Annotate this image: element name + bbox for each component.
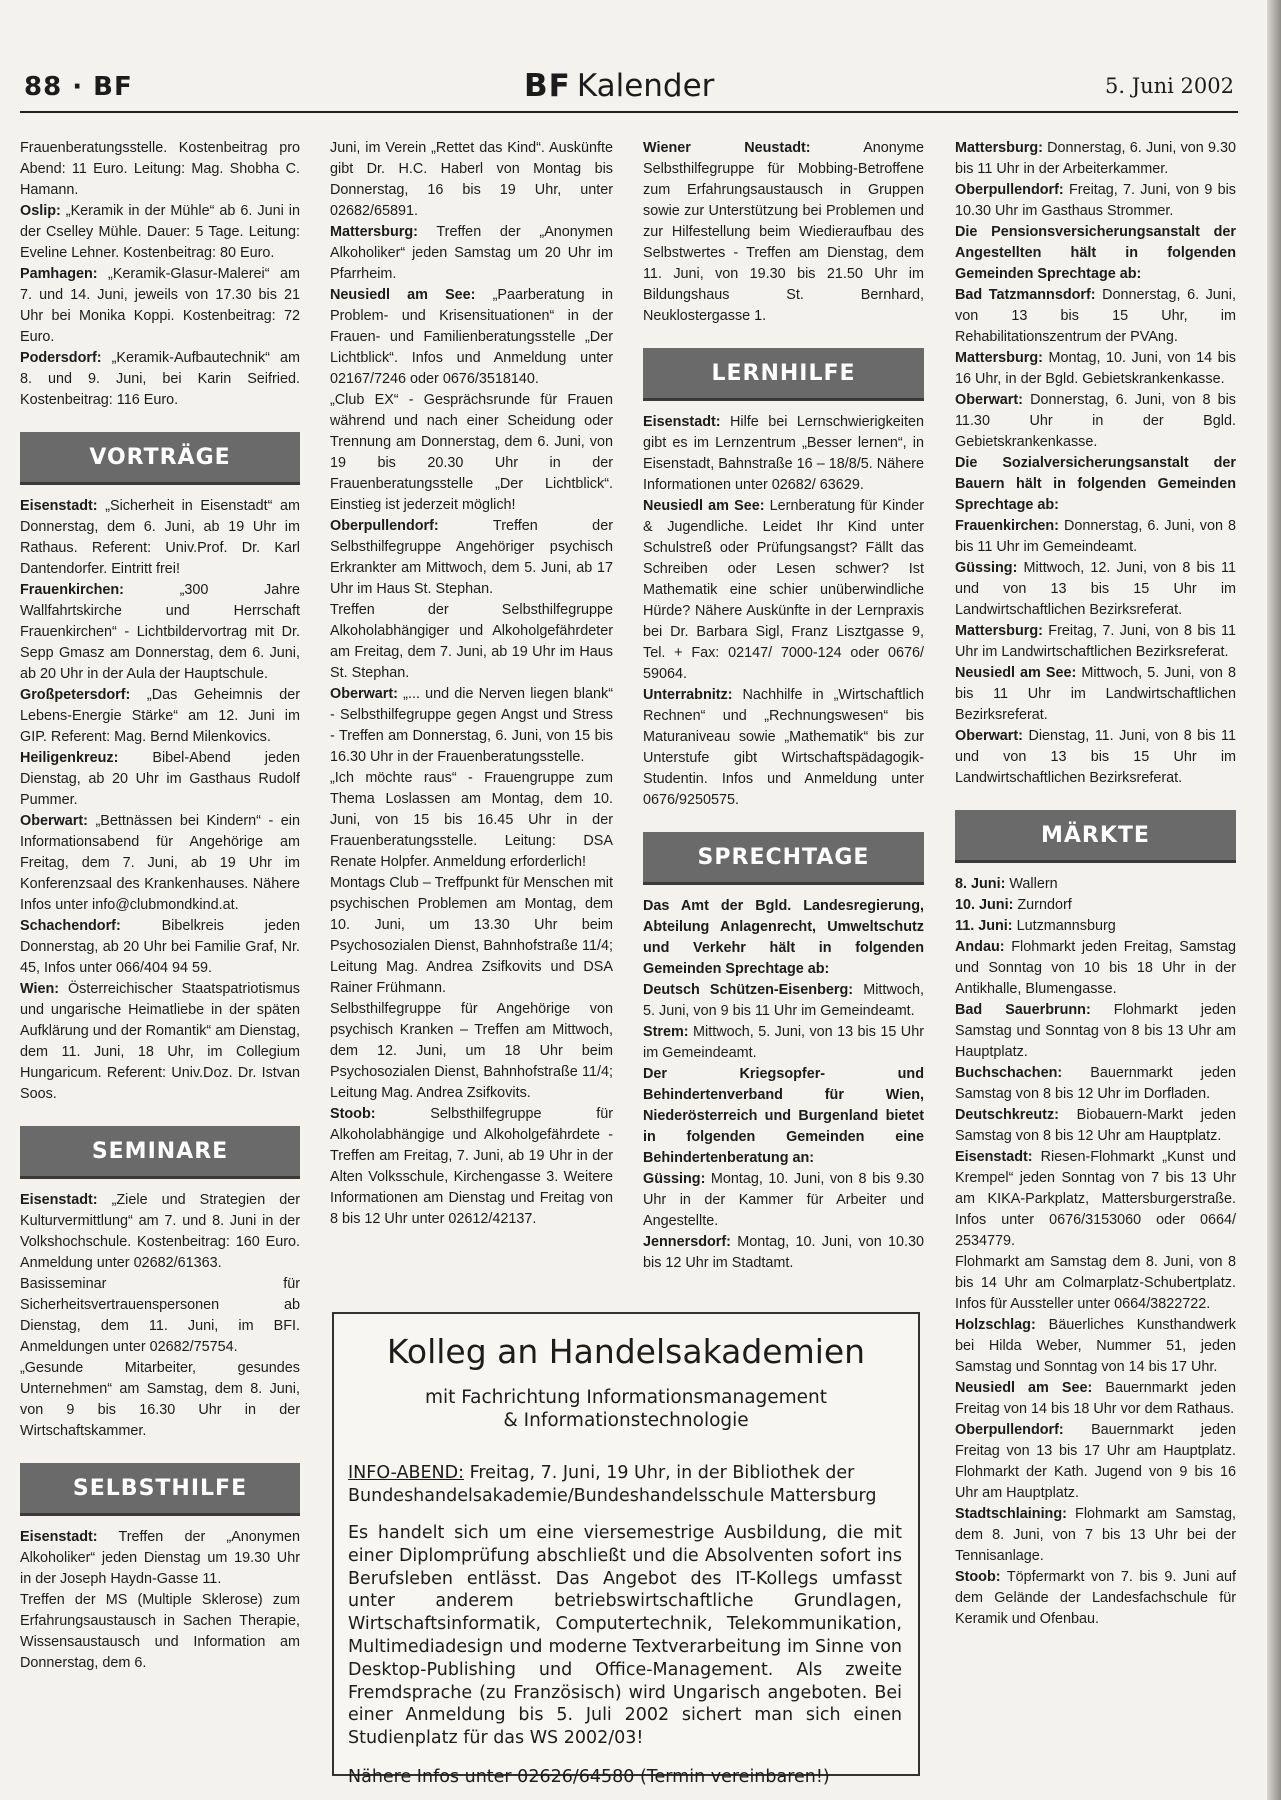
list-item: [20, 348, 300, 411]
entry-text: Wallern: [1005, 876, 1058, 892]
entry-place: Andau:: [955, 939, 1005, 955]
entry-text: Treffen der Selbsthilfegruppe Angehöriger psychisch Erkrankter am Mittwoch, dem 5. Juni, ab 17 Uhr im Haus St. Stephan.: [330, 518, 613, 597]
entry-place: Neusiedl am See:: [955, 1380, 1093, 1396]
entry-text: Donnerstag, 6. Juni, von 8 bis 11.30 Uhr in der Bgld. Gebietskrankenkasse.: [955, 392, 1236, 450]
column-3: [643, 138, 924, 1274]
list-item: [20, 580, 300, 685]
entry-place: Neusiedl am See:: [330, 287, 476, 303]
section-heading-seminare: SEMINARE: [20, 1126, 300, 1179]
list-item: [20, 1358, 300, 1442]
list-item: [330, 768, 613, 873]
entry-text: Anonyme Selbsthilfegruppe für Mobbing-Betroffene zum Erfahrungsaustausch in Gruppen sowie zur Unterstützung bei Problemen und zur Hilfestellung beim Wiedieraufbau des Selbstwertes - Treffen am Dienstag, dem 11. Juni, von 19.30 bis 21.50 Uhr im Bildungshaus St. Bernhard, Neuklostergasse 1.: [643, 140, 924, 324]
entry-text: „Bettnässen bei Kindern“ - ein Informationsabend für Angehörige am Freitag, dem 7. Juni, ab 19 Uhr im Konferenzsaal des Krankenhauses. Nähere Infos unter info@clubmondkind.at.: [20, 813, 300, 913]
sprechtage-lede-kriegsopfer: Der Kriegsopfer- und Behindertenverband für Wien, Niederösterreich und Burgenland bietet in folgenden Gemeinden eine Behindertenberatung an:: [643, 1066, 924, 1166]
list-item: [955, 516, 1236, 558]
entry-text: Montag, 10. Juni, von 10.30 bis 12 Uhr im Stadtamt.: [643, 1234, 924, 1271]
ad-info-evening: [348, 1462, 902, 1508]
entry-text: Flohmarkt am Samstag dem 8. Juni, von 8 bis 14 Uhr am Colmarplatz-Schubertplatz. Infos für Aussteller unter 0664/3822722.: [955, 1254, 1236, 1312]
list-item: [955, 1315, 1236, 1378]
sprechtage-list-1: [643, 980, 924, 1064]
column-4-entries: [955, 138, 1236, 222]
entry-place: Strem:: [643, 1024, 689, 1040]
svb-list: [955, 516, 1236, 789]
entry-text: Dienstag, 11. Juni, von 8 bis 11 und von 13 bis 15 Uhr im Landwirtschaftlichen Bezirksreferat.: [955, 728, 1236, 786]
entry-text: „Keramik-Glasur-Malerei“ am 7. und 14. Juni, jeweils von 17.30 bis 21 Uhr bei Monika Koppi. Kostenbeitrag: 72 Euro.: [20, 266, 300, 345]
entry-text: Donnerstag, 6. Juni, von 9.30 bis 11 Uhr in der Arbeiterkammer.: [955, 140, 1236, 177]
entry-text: „... und die Nerven liegen blank“ - Selbsthilfegruppe gegen Angst und Stress - Treffen am Donnerstag, 6. Juni, von 15 bis 16.30 Uhr in der Frauenberatungsstelle.: [330, 686, 613, 765]
list-item: [20, 264, 300, 348]
entry-text: Bauernmarkt jeden Samstag von 8 bis 12 Uhr im Dorfladen.: [955, 1065, 1236, 1102]
entry-text: Mittwoch, 5. Juni, von 13 bis 15 Uhr im Gemeindeamt.: [643, 1024, 924, 1061]
list-item: [955, 1378, 1236, 1420]
entry-place: Oberpullendorf:: [955, 1422, 1064, 1438]
entry-place: Heiligenkreuz:: [20, 750, 119, 766]
entry-text: „300 Jahre Wallfahrtskirche und Herrschaft Frauenkirchen“ - Lichtbildervortrag mit Dr. Sepp Gmasz am Donnerstag, dem 6. Juni, ab 20 Uhr in der Aula der Hauptschule.: [20, 582, 300, 682]
section-heading-lernhilfe: LERNHILFE: [643, 348, 924, 401]
entry-text: Zurndorf: [1013, 897, 1072, 913]
entry-place: Wiener Neustadt:: [643, 140, 811, 156]
header-rule: [20, 111, 1238, 113]
entry-place: Mattersburg:: [955, 350, 1043, 366]
section-heading-selbsthilfe: SELBSTHILFE: [20, 1463, 300, 1516]
entry-place: Frauenkirchen:: [20, 582, 124, 598]
maerkte-list: [955, 874, 1236, 1630]
entry-place: Deutsch Schützen-Eisenberg:: [643, 982, 854, 998]
entry-text: Bäuerliches Kunsthandwerk bei Hilda Weber, Nummer 51, jeden Samstag und Sonntag von 14 bis 17 Uhr.: [955, 1317, 1236, 1375]
section-title: [524, 68, 714, 104]
list-item: [955, 895, 1236, 916]
vortraege-list: [20, 496, 300, 1105]
entry-place: Deutschkreutz:: [955, 1107, 1059, 1123]
list-item: [955, 348, 1236, 390]
entry-place: Güssing:: [955, 560, 1018, 576]
list-item: [20, 1190, 300, 1274]
entry-text: Montag, 10. Juni, von 14 bis 16 Uhr, in der Bgld. Gebietskrankenkasse.: [955, 350, 1236, 387]
list-item: [955, 621, 1236, 663]
ad-subtitle: [334, 1386, 918, 1432]
list-item: [330, 873, 613, 999]
column-4: [955, 138, 1236, 1630]
entry-text: „Gesunde Mitarbeiter, gesundes Unternehmen“ am Samstag, dem 8. Juni, von 9 bis 16.30 Uhr in der Wirtschaftskammer.: [20, 1360, 300, 1439]
entry-text: Montags Club – Treffpunkt für Menschen mit psychischen Problemen am Montag, dem 10. Juni, um 13.30 Uhr beim Psychosozialen Dienst, Bahnhofstraße 11/4; Leitung Mag. Andrea Zsifkovits und DSA Rainer Frühmann.: [330, 875, 613, 996]
entry-place: Jennersdorf:: [643, 1234, 731, 1250]
entry-text: Nachhilfe in „Wirtschaftlich Rechnen“ und „Rechnungswesen“ bis Maturaniveau sowie „Mathematik“ bis zur Unterstufe gibt Wirtschaftspädagogik-Studentin. Infos und Anmeldung unter 0676/9250575.: [643, 687, 924, 808]
page-edge-shadow: [1267, 0, 1281, 1800]
entry-text: Biobauern-Markt jeden Samstag von 8 bis 12 Uhr am Hauptplatz.: [955, 1107, 1236, 1144]
entry-place: Oberwart:: [955, 728, 1023, 744]
list-item: [955, 1147, 1236, 1252]
list-item: [330, 600, 613, 684]
list-item: [955, 1567, 1236, 1630]
list-item: [20, 1274, 300, 1358]
entry-place: Oberpullendorf:: [955, 182, 1064, 198]
list-item: [955, 1000, 1236, 1063]
entry-place: Pamhagen:: [20, 266, 98, 282]
entry-text: Donnerstag, 6. Juni, von 13 bis 15 Uhr, im Rehabilitationszentrum der PVAng.: [955, 287, 1237, 345]
entry-place: Neusiedl am See:: [955, 665, 1077, 681]
entry-place: Stoob:: [330, 1106, 376, 1122]
list-item: [955, 1105, 1236, 1147]
entry-text: Montag, 10. Juni, von 8 bis 9.30 Uhr in der Kammer für Arbeiter und Angestellte.: [643, 1171, 924, 1229]
entry-place: Eisenstadt:: [643, 414, 721, 430]
entry-text: Treffen der Selbsthilfegruppe Alkoholabhängiger und Alkoholgefährdeter am Freitag, dem 7. Juni, ab 19 Uhr im Haus St. Stephan.: [330, 602, 613, 681]
entry-place: Buchschachen:: [955, 1065, 1063, 1081]
list-item: [20, 916, 300, 979]
entry-place: Holzschlag:: [955, 1317, 1036, 1333]
list-item: [330, 390, 613, 516]
entry-text: Flohmarkt jeden Samstag und Sonntag von 8 bis 13 Uhr am Hauptplatz.: [955, 1002, 1236, 1060]
brand-logo: BF: [524, 68, 571, 104]
list-item: [643, 138, 924, 327]
list-item: [955, 1063, 1236, 1105]
list-item: [955, 180, 1236, 222]
entry-text: „Das Geheimnis der Lebens-Energie Stärke“ am 12. Juni im GIP. Referent: Mag. Bernd Milenkovics.: [20, 687, 300, 745]
entry-text: Freitag, 7. Juni, von 8 bis 11 Uhr im Landwirtschaftlichen Bezirksreferat.: [955, 623, 1236, 660]
list-item: [955, 390, 1236, 453]
ad-info-text: Freitag, 7. Juni, 19 Uhr, in der Bibliothek der Bundeshandelsakademie/Bundeshandelsschule Mattersburg: [348, 1463, 877, 1506]
entry-place: Oberwart:: [330, 686, 398, 702]
lernhilfe-list: [643, 412, 924, 811]
list-item: [20, 748, 300, 811]
entry-place: 11. Juni:: [955, 918, 1013, 934]
entry-place: Bad Tatzmannsdorf:: [955, 287, 1096, 303]
sprechtage-list-2: [643, 1169, 924, 1274]
lede-sozialversicherung-bauern: Die Sozialversicherungsanstalt der Bauern hält in folgenden Gemeinden Sprechtage ab:: [955, 455, 1236, 513]
entry-place: Podersdorf:: [20, 350, 102, 366]
advertisement-box: [332, 1312, 920, 1787]
entry-text: Österreichischer Staatspatriotismus und ungarische Heimatliebe in der späten Aufklärung und der Romantik“ am Dienstag, dem 11. Juni, 18 Uhr, im Collegium Hungaricum. Referent: Univ.Doz. Dr. Istvan Soos.: [20, 981, 300, 1102]
entry-place: Großpetersdorf:: [20, 687, 131, 703]
section-heading-sprechtage: SPRECHTAGE: [643, 832, 924, 885]
list-item: [20, 1527, 300, 1590]
entry-place: Neusiedl am See:: [643, 498, 765, 514]
entry-text: Hilfe bei Lernschwierigkeiten gibt es im Lernzentrum „Besser lernen“, in Eisenstadt, Bahnstraße 16 – 18/8/5. Nähere Informationen unter 02682/ 63629.: [643, 414, 924, 493]
list-item: [955, 916, 1236, 937]
ad-subtitle-line-2: & Informationstechnologie: [503, 1410, 749, 1431]
entry-text: Donnerstag, 6. Juni, von 8 bis 11 Uhr im Gemeindeamt.: [955, 518, 1236, 555]
entry-text: „Sicherheit in Eisenstadt“ am Donnerstag, dem 6. Juni, ab 19 Uhr im Rathaus. Referent: Univ.Prof. Dr. Karl Dantendorfer. Eintritt frei!: [20, 498, 300, 577]
entry-text: Treffen der „Anonymen Alkoholiker“ jeden Dienstag um 19.30 Uhr in der Joseph Haydn-Gasse 11.: [20, 1529, 300, 1587]
entry-place: 8. Juni:: [955, 876, 1006, 892]
ad-subtitle-line-1: mit Fachrichtung Informationsmanagement: [424, 1387, 828, 1408]
list-item: [955, 663, 1236, 726]
list-item: [955, 937, 1236, 1000]
entry-place: Eisenstadt:: [20, 1192, 98, 1208]
ad-contact: Nähere Infos unter 02626/64580 (Termin vereinbaren!): [348, 1766, 830, 1787]
list-item: [330, 222, 613, 285]
list-item: [330, 138, 613, 222]
entry-place: Eisenstadt:: [20, 498, 98, 514]
column-1: [20, 138, 300, 1674]
entry-place: Unterrabnitz:: [643, 687, 733, 703]
list-item: [643, 1022, 924, 1064]
entry-place: Bad Sauerbrunn:: [955, 1002, 1091, 1018]
column-2-entries: [330, 138, 613, 1230]
list-item: [955, 726, 1236, 789]
lede-pensionsversicherung: Die Pensionsversicherungsanstalt der Angestellten hält in folgenden Gemeinden Sprechtage ab:: [955, 224, 1236, 282]
entry-place: Mattersburg:: [955, 623, 1043, 639]
page-header: [20, 64, 1238, 110]
entry-place: Stoob:: [955, 1569, 1001, 1585]
list-item: [20, 979, 300, 1105]
entry-place: Mattersburg:: [955, 140, 1043, 156]
list-item: [20, 201, 300, 264]
entry-text: „Keramik-Aufbautechnik“ am 8. und 9. Juni, bei Karin Seifried. Kostenbeitrag: 116 Euro.: [20, 350, 300, 408]
section-heading-maerkte: MÄRKTE: [955, 810, 1236, 863]
entry-text: Bibel-Abend jeden Dienstag, ab 20 Uhr im Gasthaus Rudolf Pummer.: [20, 750, 300, 808]
entry-text: Treffen der MS (Multiple Sklerose) zum Erfahrungsaustausch in Sachen Therapie, Wissensaustausch und Information am Donnerstag, dem 6.: [20, 1592, 300, 1671]
entry-text: Basisseminar für Sicherheitsvertrauenspersonen ab Dienstag, dem 11. Juni, im BFI. Anmeldungen unter 02682/75754.: [20, 1276, 300, 1355]
column-3-entries: [643, 138, 924, 327]
seminare-list: [20, 1190, 300, 1442]
list-item: [643, 412, 924, 496]
pva-list: [955, 285, 1236, 453]
column-1-intro: Frauenberatungsstelle. Kostenbeitrag pro Abend: 11 Euro. Leitung: Mag. Shobha C. Hamann.: [20, 140, 300, 198]
entry-text: Mittwoch, 12. Juni, von 8 bis 11 und von 13 bis 15 Uhr im Landwirtschaftlichen Bezirksreferat.: [955, 560, 1236, 618]
entry-place: Frauenkirchen:: [955, 518, 1059, 534]
page-number: 88 · BF: [24, 72, 133, 102]
entry-place: Schachendorf:: [20, 918, 121, 934]
entry-text: Selbsthilfegruppe für Alkoholabhängige und Alkoholgefährdete - Treffen am Freitag, 7. Juni, ab 19 Uhr in der Alten Volksschule, Kirchengasse 3. Weitere Informationen am Dienstag und Freitag von 8 bis 12 Uhr unter 02612/42137.: [330, 1106, 613, 1227]
ad-body: Es handelt sich um eine viersemestrige Ausbildung, die mit einer Diplomprüfung abschließt und die Absolventen sofort ins Berufsleben entlässt. Das Angebot des IT-Kollegs umfasst unter anderem betriebswirtschaftliche Grundlagen, Wirtschaftsinformatik, Computertechnik, Telekommunikation, Multimediadesign und moderne Textverarbeitung im Sinne von Desktop-Publishing und Office-Management. Als zweite Fremdsprache (zu Französisch) wird Ungarisch angeboten. Bei einer Anmeldung bis 5. Juli 2002 sichert man sich einen Studienplatz für das WS 2002/03!: [348, 1523, 902, 1749]
list-item: [955, 874, 1236, 895]
list-item: [955, 1420, 1236, 1504]
ad-info-label: INFO-ABEND:: [348, 1463, 465, 1483]
issue-date: 5. Juni 2002: [1104, 74, 1234, 98]
list-item: [330, 999, 613, 1104]
entry-place: 10. Juni:: [955, 897, 1014, 913]
entry-place: Eisenstadt:: [20, 1529, 98, 1545]
list-item: [20, 1590, 300, 1674]
entry-place: Oberpullendorf:: [330, 518, 439, 534]
entry-text: Riesen-Flohmarkt „Kunst und Krempel“ jeden Sonntag von 7 bis 13 Uhr am KIKA-Parkplatz, Mattersburgerstraße. Infos unter 0676/3153060 oder 0664/ 2534779.: [955, 1149, 1236, 1249]
list-item: [955, 1504, 1236, 1567]
list-item: [330, 285, 613, 390]
list-item: [955, 558, 1236, 621]
entry-text: „Keramik in der Mühle“ ab 6. Juni in der Cselley Mühle. Dauer: 5 Tage. Leitung: Eveline Lehner. Kostenbeitrag: 80 Euro.: [20, 203, 300, 261]
entry-text: Selbsthilfegruppe für Angehörige von psychisch Kranken – Treffen am Mittwoch, dem 12. Juni, um 18 Uhr beim Psychosozialen Dienst, Bahnhofstraße 11/4; Leitung Mag. Andrea Zsifkovits.: [330, 1001, 613, 1101]
list-item: [330, 684, 613, 768]
ad-title: Kolleg an Handelsakademien: [386, 1332, 866, 1371]
entry-place: Eisenstadt:: [955, 1149, 1033, 1165]
entry-text: Lernberatung für Kinder & Jugendliche. Leidet Ihr Kind unter Schulstreß oder Prüfungsangst? Fällt das Schreiben oder Lesen schwer? Ist Mathematik eine schier unüberwindliche Hürde? Nähere Auskünfte in der Lernpraxis bei Dr. Barbara Sigl, Franz Lisztgasse 9, Tel. + Fax: 02147/ 7000-124 oder 0676/ 59064.: [643, 498, 924, 682]
list-item: [955, 138, 1236, 180]
entry-text: Bibelkreis jeden Donnerstag, ab 20 Uhr bei Familie Graf, Nr. 45, Infos unter 066/404 94 59.: [20, 918, 300, 976]
entry-place: Wien:: [20, 981, 60, 997]
list-item: [955, 285, 1236, 348]
entry-text: Bauernmarkt jeden Freitag von 14 bis 18 Uhr vor dem Rathaus.: [955, 1380, 1236, 1417]
entry-text: „Club EX“ - Gesprächsrunde für Frauen während und nach einer Scheidung oder Trennung am Donnerstag, dem 6. Juni, von 19 bis 20.30 Uhr in der Frauenberatungsstelle „Der Lichtblick“. Einstieg ist jederzeit möglich!: [330, 392, 613, 513]
selbsthilfe-list: [20, 1527, 300, 1674]
sprechtage-lede-landesregierung: Das Amt der Bgld. Landesregierung, Abteilung Anlagenrecht, Umweltschutz und Verkehr hält in folgenden Gemeinden Sprechtage ab:: [643, 898, 924, 977]
entry-text: „Paarberatung in Problem- und Krisensituationen“ in der Frauen- und Familienberatungsstelle „Der Lichtblick“. Infos und Anmeldung unter 02167/7246 oder 0676/3518140.: [330, 287, 613, 387]
entry-text: Freitag, 7. Juni, von 9 bis 10.30 Uhr im Gasthaus Strommer.: [955, 182, 1236, 219]
list-item: [643, 496, 924, 685]
list-item: [20, 811, 300, 916]
entry-text: Juni, im Verein „Rettet das Kind“. Auskünfte gibt Dr. H.C. Haberl von Montag bis Donnerstag, 16 bis 19 Uhr, unter 02682/65891.: [330, 140, 613, 219]
entry-place: Oslip:: [20, 203, 61, 219]
entry-text: Töpfermarkt von 7. bis 9. Juni auf dem Gelände der Landesfachschule für Keramik und Ofenbau.: [955, 1569, 1236, 1627]
section-heading-vortraege: VORTRÄGE: [20, 432, 300, 485]
entry-text: Flohmarkt am Samstag, dem 8. Juni, von 7 bis 13 Uhr bei der Tennisanlage.: [955, 1506, 1236, 1564]
entry-place: Stadtschlaining:: [955, 1506, 1067, 1522]
column-2: [330, 138, 613, 1230]
entry-text: Mittwoch, 5. Juni, von 8 bis 11 Uhr im Landwirtschaftlichen Bezirksreferat.: [955, 665, 1236, 723]
entry-text: „Ich möchte raus“ - Frauengruppe zum Thema Loslassen am Montag, dem 10. Juni, von 15 bis 16.45 Uhr in der Frauenberatungsstelle. Leitung: DSA Renate Holpfer. Anmeldung erforderlich!: [330, 770, 613, 870]
entry-text: Bauernmarkt jeden Freitag von 13 bis 17 Uhr am Hauptplatz. Flohmarkt der Kath. Jugend von 9 bis 16 Uhr am Hauptplatz.: [955, 1422, 1236, 1501]
list-item: [643, 1232, 924, 1274]
entry-place: Güssing:: [643, 1171, 706, 1187]
entry-text: Lutzmannsburg: [1012, 918, 1116, 934]
entry-text: Treffen der „Anonymen Alkoholiker“ jeden Samstag um 20 Uhr im Pfarrheim.: [330, 224, 613, 282]
list-item: [643, 1169, 924, 1232]
list-item: [330, 516, 613, 600]
list-item: [20, 685, 300, 748]
list-item: [955, 1252, 1236, 1315]
list-item: [643, 980, 924, 1022]
entry-place: Oberwart:: [20, 813, 88, 829]
entry-place: Mattersburg:: [330, 224, 418, 240]
list-item: [330, 1104, 613, 1230]
section-title-text: Kalender: [576, 68, 715, 104]
entry-text: „Ziele und Strategien der Kulturvermittlung“ am 7. und 8. Juni in der Volkshochschule. Kostenbeitrag: 160 Euro. Anmeldung unter 02682/61363.: [20, 1192, 300, 1271]
entry-place: Oberwart:: [955, 392, 1023, 408]
entry-text: Flohmarkt jeden Freitag, Samstag und Sonntag von 10 bis 18 Uhr in der Antikhalle, Blumengasse.: [955, 939, 1236, 997]
list-item: [20, 496, 300, 580]
list-item: [643, 685, 924, 811]
entry-text: Mittwoch, 5. Juni, von 9 bis 11 Uhr im Gemeindeamt.: [643, 982, 924, 1019]
column-1-entries: [20, 201, 300, 411]
